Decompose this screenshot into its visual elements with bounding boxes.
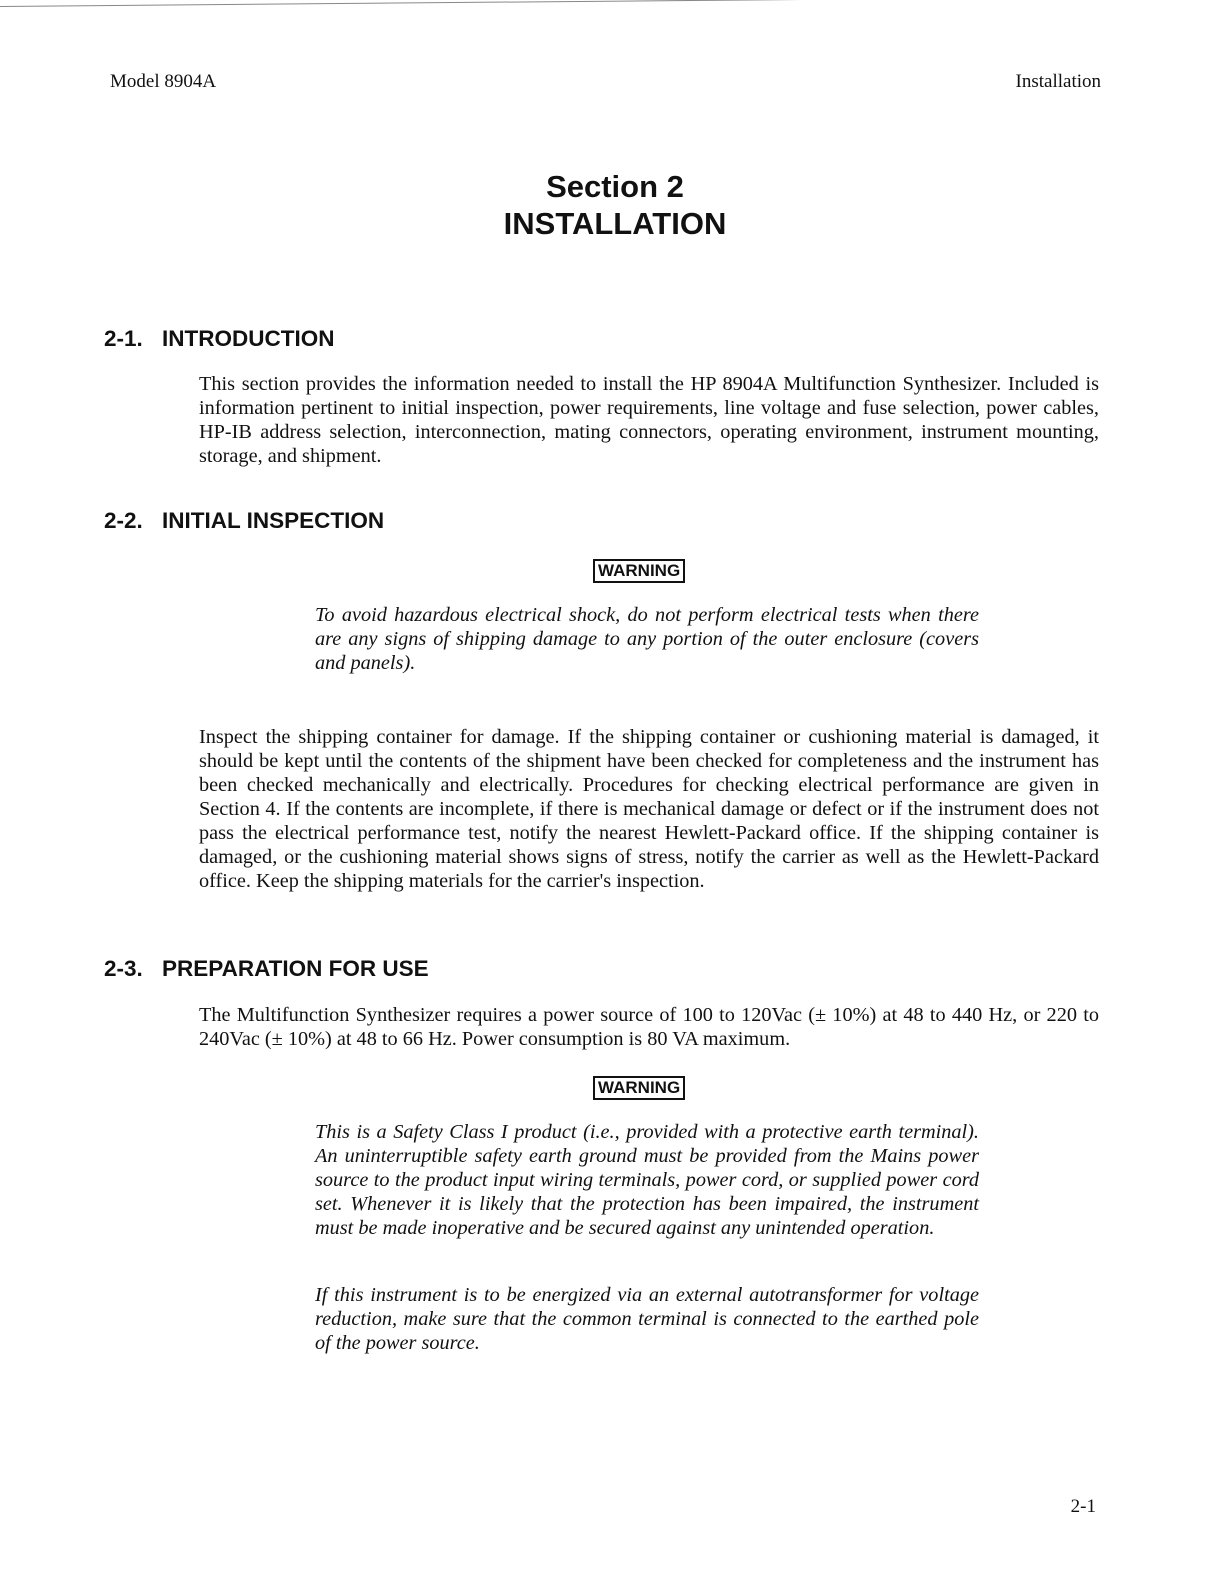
page-title	[0, 168, 1230, 242]
page-number: 2-1	[1070, 1496, 1096, 1517]
heading-number: 2-3.	[104, 956, 143, 981]
scan-edge-line	[0, 0, 1200, 7]
header-model: Model 8904A	[110, 71, 217, 92]
heading-introduction	[104, 326, 335, 352]
heading-text: INITIAL INSPECTION	[162, 508, 385, 533]
warning-label: WARNING	[593, 559, 685, 583]
title-section-number: Section 2	[546, 169, 684, 204]
introduction-paragraph: This section provides the information needed to install the HP 8904A Multifunction Synthesizer. Included is information pertinent to initial inspection, power requirements, line voltage and fuse selection, power cables, HP-IB address selection, interconnection, mating connectors, operating environment, instrument mounting, storage, and shipment.	[199, 373, 1099, 467]
heading-initial-inspection	[104, 508, 384, 534]
warning-text: To avoid hazardous electrical shock, do not perform electrical tests when there are any signs of shipping damage to any portion of the outer enclosure (covers and panels).	[315, 604, 979, 674]
preparation-paragraph: The Multifunction Synthesizer requires a power source of 100 to 120Vac (± 10%) at 48 to 440 Hz, or 220 to 240Vac (± 10%) at 48 to 66 Hz. Power consumption is 80 VA maximum.	[199, 1004, 1099, 1050]
heading-preparation-for-use	[104, 956, 429, 982]
warning-text-autotransformer: If this instrument is to be energized via an external autotransformer for voltage reduction, make sure that the common terminal is connected to the earthed pole of the power source.	[315, 1284, 979, 1354]
heading-text: PREPARATION FOR USE	[162, 956, 429, 981]
heading-text: INTRODUCTION	[162, 326, 335, 351]
heading-number: 2-1.	[104, 326, 143, 351]
inspection-paragraph: Inspect the shipping container for damage. If the shipping container or cushioning material is damaged, it should be kept until the contents of the shipment have been checked for completeness and the instrument has been checked mechanically and electrically. Procedures for checking electrical performance are given in Section 4. If the contents are incomplete, if there is mechanical damage or defect or if the instrument does not pass the electrical performance test, notify the nearest Hewlett-Packard office. If the shipping container is damaged, or the cushioning material shows signs of stress, notify the carrier as well as the Hewlett-Packard office. Keep the shipping materials for the carrier's inspection.	[199, 726, 1099, 892]
header-section: Installation	[1015, 71, 1101, 92]
title-section-name: INSTALLATION	[503, 206, 727, 241]
warning-text: This is a Safety Class I product (i.e., provided with a protective earth terminal). An uninterruptible safety earth ground must be provided from the Mains power source to the product input wiring terminals, power cord, or supplied power cord set. Whenever it is likely that the protection has been impaired, the instrument must be made inoperative and be secured against any unintended operation.	[315, 1121, 979, 1239]
heading-number: 2-2.	[104, 508, 143, 533]
warning-label: WARNING	[593, 1076, 685, 1100]
